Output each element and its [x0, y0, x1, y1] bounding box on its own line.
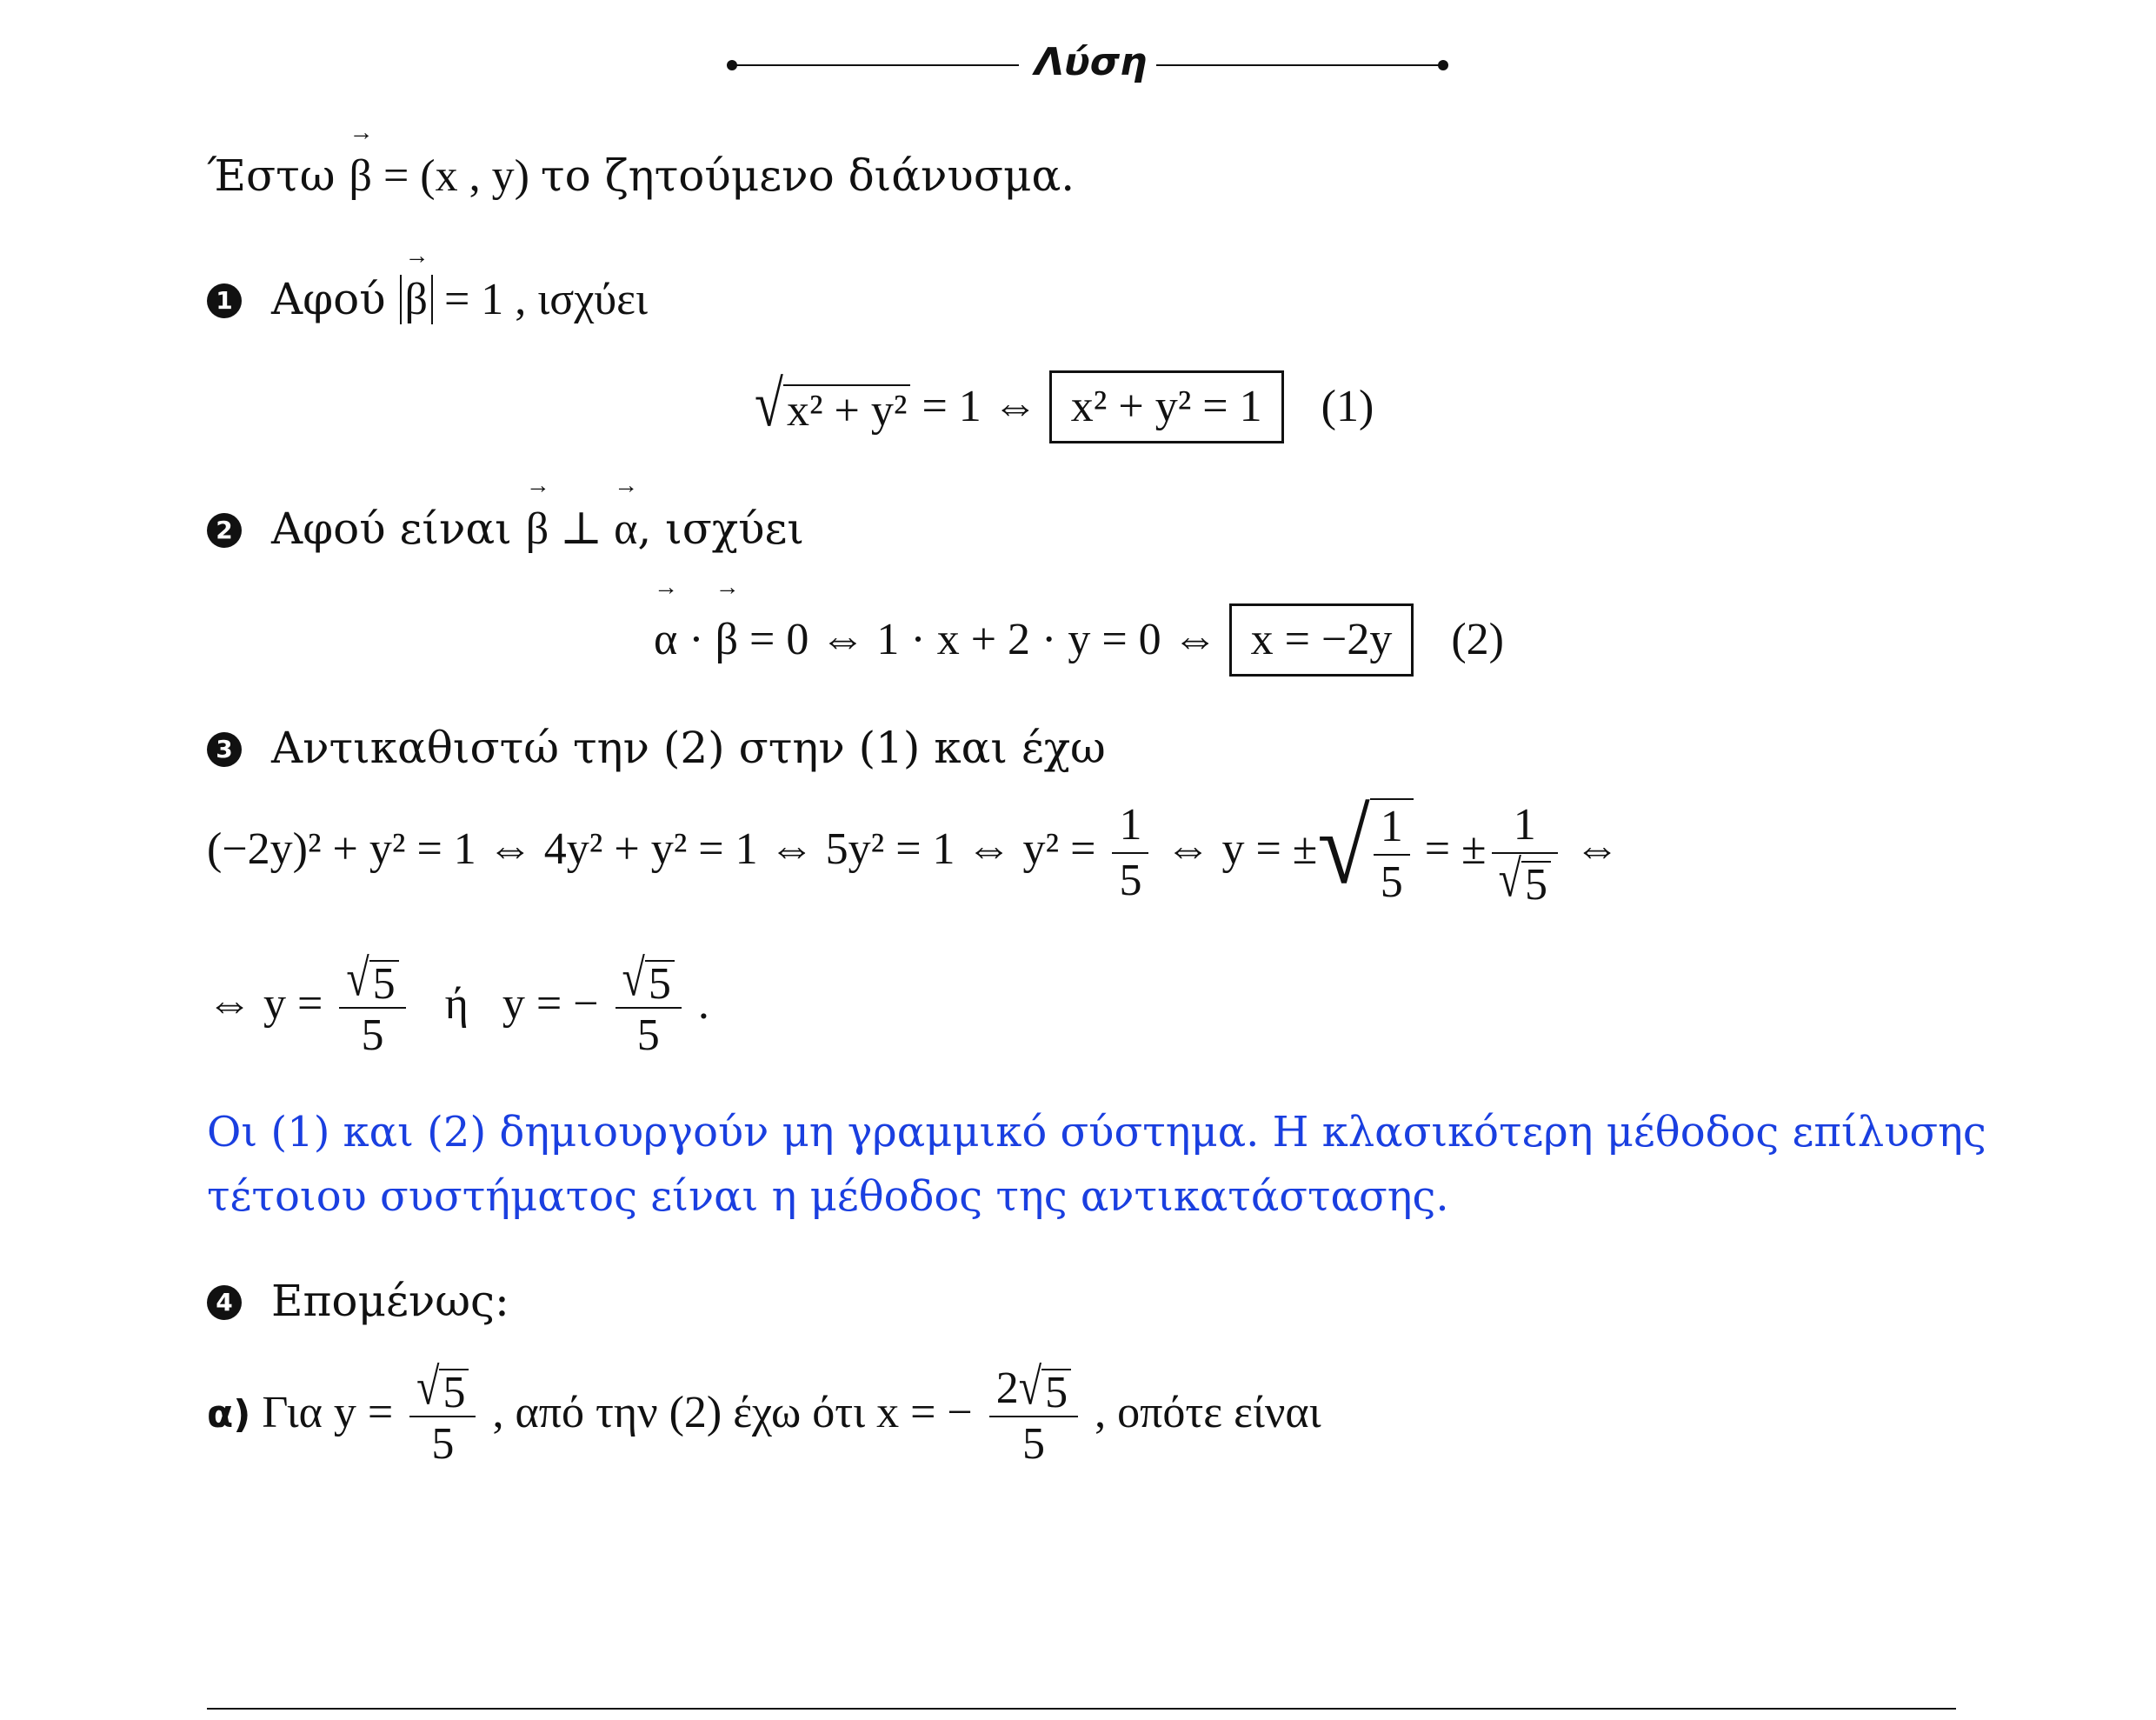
step3-l1-d: ⇔ — [1562, 824, 1620, 874]
step1-radicand: x² + y² — [783, 384, 911, 437]
frac-numerator-radicand: 5 — [645, 960, 675, 1007]
intro-tail: το ζητούμενο διάνυσμα. — [540, 150, 1075, 201]
step3-line — [207, 722, 1106, 774]
step3-derivation-line1 — [207, 789, 1620, 910]
step2-eq-rest: = 0 ⇔ 1 · x + 2 · y = 0 ⇔ — [738, 615, 1229, 664]
step4-case-a-label: α) — [207, 1392, 251, 1437]
step3-frac-sqrt5-5-neg: √ 5 5 — [616, 953, 682, 1063]
header-rule-left — [732, 64, 1019, 66]
step3-sqrt-frac: √ $\frac{1}{5}$ — [1317, 797, 1413, 910]
step4-a-1: Για y = — [250, 1388, 405, 1437]
step4-case-a — [207, 1357, 1321, 1471]
frac-denominator: 5 — [1021, 1419, 1045, 1470]
frac-coefficient: 2 — [995, 1363, 1019, 1414]
frac-denominator: 5 — [361, 1010, 384, 1061]
step2-vector-alpha: → α — [614, 503, 637, 556]
intro-vector-beta: → β — [349, 150, 371, 203]
step1-eq-label: (1) — [1321, 382, 1374, 431]
frac-denominator: 5 — [431, 1419, 455, 1470]
step2-line — [207, 503, 804, 556]
step3-l2-b: ή y = − — [410, 979, 610, 1029]
step2-eq-label: (2) — [1451, 615, 1504, 664]
step1-abs-vector — [400, 275, 433, 324]
frac-numerator-radicand: 5 — [439, 1369, 469, 1416]
step3-derivation-line2 — [207, 948, 709, 1063]
frac-denominator: 5 — [636, 1010, 660, 1061]
step4-a-2: , από την (2) έχω ότι x = − — [481, 1388, 984, 1437]
step3-l1-a: (−2y)² + y² = 1 ⇔ 4y² + y² = 1 ⇔ 5y² = 1 ⇔ y² = — [207, 824, 1108, 874]
header-title: Λύση — [1035, 40, 1148, 84]
frac-denominator: 5 — [1380, 857, 1403, 908]
step1-line — [207, 273, 648, 326]
header-dot-right — [1438, 60, 1448, 70]
frac-numerator-radicand: 5 — [1041, 1369, 1071, 1416]
step1-boxed-result: x² + y² = 1 — [1049, 370, 1284, 443]
intro-line — [207, 150, 1075, 203]
step4-bullet: 4 — [207, 1285, 242, 1320]
footer-rule — [207, 1708, 1956, 1710]
step2-text-b: , ισχύει — [637, 503, 805, 554]
step2-boxed-result: x = −2y — [1229, 603, 1414, 677]
step2-eq-dot: · — [677, 615, 715, 664]
step2-perp: ⊥ — [549, 504, 615, 554]
step4-frac-x: 2 √ 5 5 — [989, 1362, 1078, 1471]
step4-frac-y: √ 5 5 — [409, 1362, 476, 1471]
step4-text: Επομένως: — [271, 1276, 509, 1326]
step3-l1-b: ⇔ y = ± — [1154, 824, 1318, 874]
step3-frac-1-sqrt5: 1 √ 5 — [1492, 798, 1558, 908]
step3-text: Αντικαθιστώ την (2) στην (1) και έχω — [271, 723, 1106, 773]
frac-numerator: 1 — [1380, 802, 1403, 852]
step1-text-b: = 1 , ισχύει — [432, 275, 648, 324]
frac-denominator-radicand: 5 — [1521, 861, 1551, 908]
frac-numerator: 1 — [1119, 800, 1142, 850]
step2-bullet: 2 — [207, 513, 242, 548]
step3-frac-sqrt5-5-pos: √ 5 5 — [339, 953, 405, 1063]
header-rule-right — [1156, 64, 1443, 66]
step2-text-a: Αφού είναι — [271, 503, 526, 554]
step1-vector-beta: → β — [405, 274, 428, 326]
frac-denominator: 5 — [1119, 856, 1142, 906]
intro-equation: = (x , y) — [371, 151, 541, 201]
note-line-1: Οι (1) και (2) δημιουργούν μη γραμμικό σύστημα. Η κλασικότερη μέθοδος επίλυσης — [207, 1108, 1986, 1157]
step2-eq-vector-beta: → β — [715, 605, 738, 675]
step1-text-a: Αφού — [271, 274, 400, 324]
step3-l1-c: = ± — [1413, 824, 1487, 874]
step4-a-3: , οπότε είναι — [1083, 1388, 1321, 1437]
note-line-2: τέτοιου συστήματος είναι η μέθοδος της αντικατάστασης. — [207, 1172, 1449, 1221]
intro-lead: Έστω — [207, 150, 336, 201]
header-dot-left — [727, 60, 737, 70]
step2-eq-vector-alpha: → α — [654, 605, 677, 675]
step3-bullet: 3 — [207, 732, 242, 767]
step1-sqrt: √ x² + y² — [755, 384, 910, 437]
frac-numerator: 1 — [1513, 800, 1536, 850]
step1-eq-mid: = 1 ⇔ — [910, 382, 1049, 431]
step2-vector-beta: → β — [526, 503, 549, 556]
step3-l2-c: . — [686, 979, 709, 1029]
step4-line — [207, 1275, 509, 1327]
frac-numerator-radicand: 5 — [369, 960, 399, 1007]
step2-equation — [654, 603, 1504, 677]
step1-equation — [755, 370, 1374, 443]
step1-bullet: 1 — [207, 283, 242, 318]
step3-frac-1-5 — [1112, 798, 1148, 908]
step3-l2-a: ⇔ y = — [207, 979, 335, 1029]
